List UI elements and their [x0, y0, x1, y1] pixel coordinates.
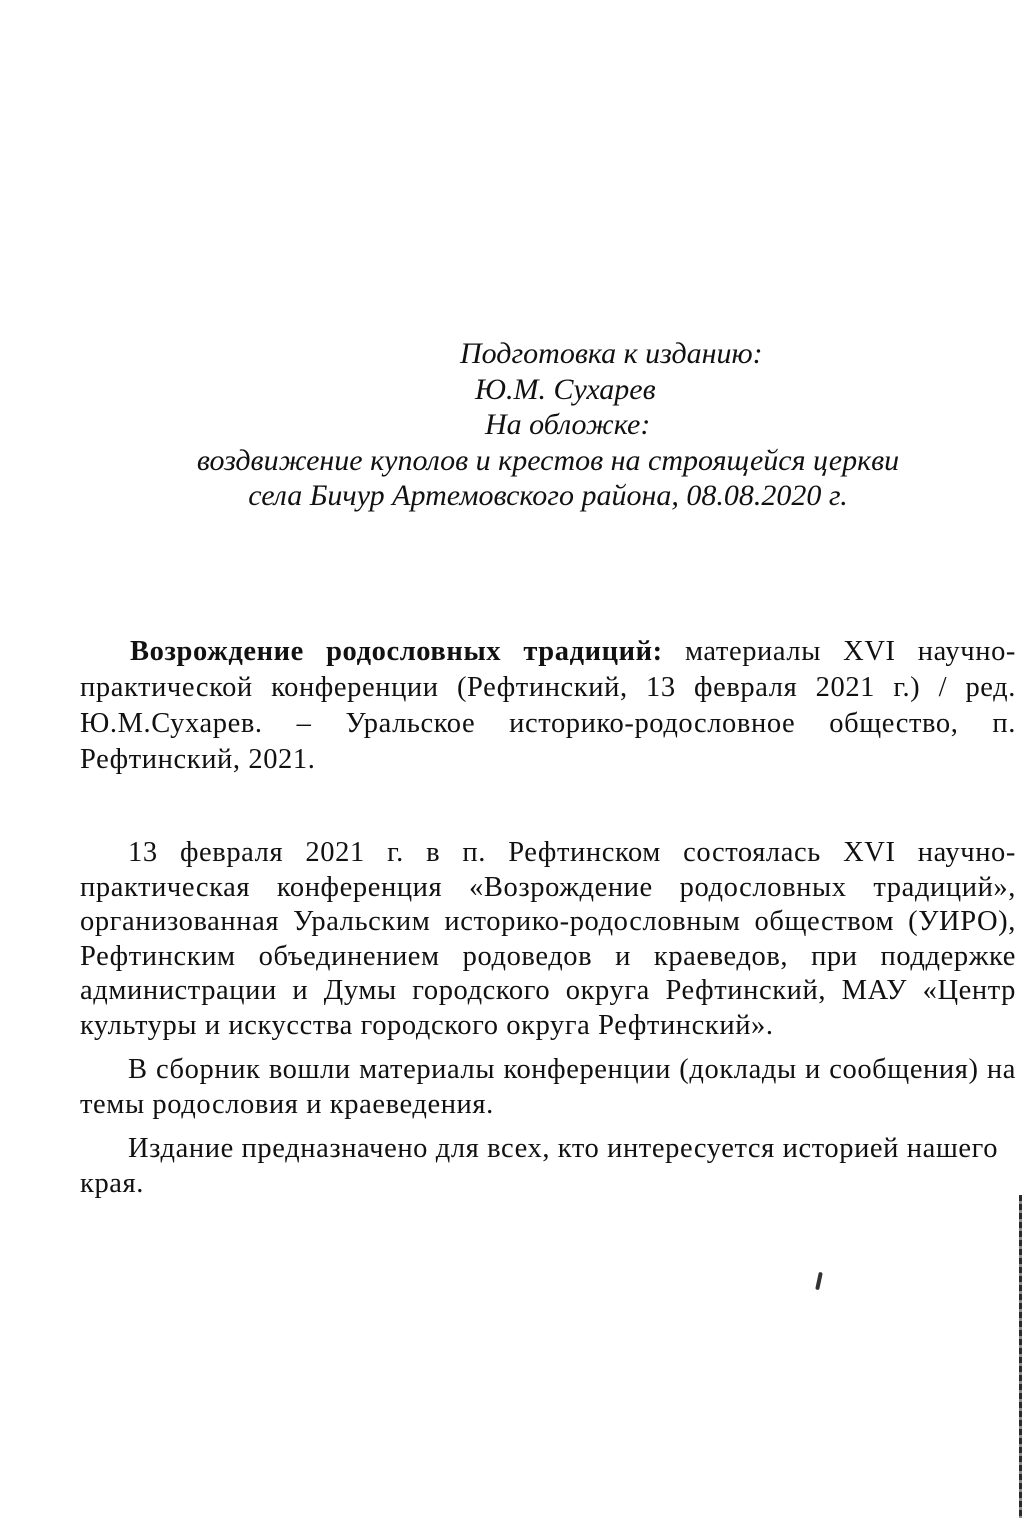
annotation-paragraph-1: 13 февраля 2021 г. в п. Рефтинском состоялась XVI научно-практическая конференция «Возрождение родословных традиций», организованная Уральским историко-родословным обществом (УИРО), Рефтинским объединением родоведов и краеведов, при поддержке администрации и Думы городского округа Рефтинский, МАУ «Центр культуры и искусства городского округа Рефтинский». [80, 837, 1016, 1041]
annotation [80, 836, 1016, 1211]
book-title: Возрождение родословных традиций: [130, 636, 663, 667]
bibliographic-description [80, 634, 1016, 778]
editor-name: Ю.М. Сухарев [475, 372, 656, 406]
bibliographic-details: материалы XVI научно-практической конференции (Рефтинский, 13 февраля 2021 г.) / ред. Ю.М.Сухарев. – Уральское историко-родословное общество, п. Рефтинский, 2021. [80, 636, 1017, 775]
preparation-label: Подготовка к изданию: [460, 337, 763, 370]
preparation-credits [130, 336, 1020, 514]
annotation-paragraph-3: Издание предназначено для всех, кто интересуется историей нашего края. [80, 1133, 999, 1199]
cover-description-line-1: воздвижение куполов и крестов на строящейся церкви [196, 443, 900, 477]
scan-speck [815, 1272, 823, 1290]
cover-label: На обложке: [485, 408, 651, 441]
annotation-paragraph-2: В сборник вошли материалы конференции (доклады и сообщения) на темы родословия и краеведения. [80, 1054, 1016, 1120]
scan-edge-artifact [1019, 1195, 1022, 1518]
cover-description-line-2: села Бичур Артемовского района, 08.08.2020 г. [248, 479, 848, 512]
